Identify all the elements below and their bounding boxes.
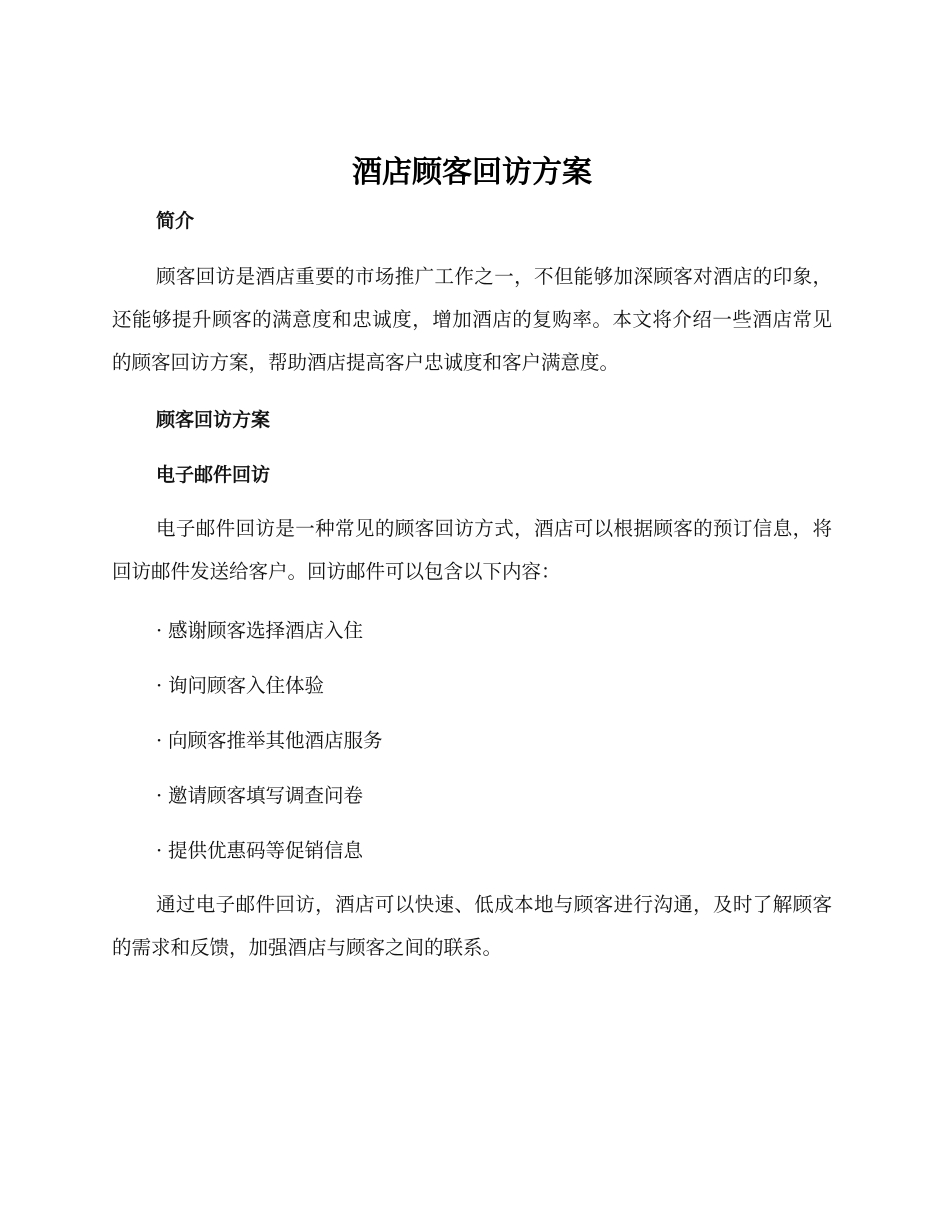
email-content-list	[112, 616, 832, 866]
list-item-text: 询问顾客入住体验	[168, 674, 325, 697]
list-item	[112, 616, 832, 646]
list-item-text: 邀请顾客填写调查问卷	[168, 784, 364, 807]
intro-heading: 简介	[156, 210, 195, 232]
list-item	[112, 671, 832, 701]
bullet-icon: ·	[156, 729, 163, 752]
email-paragraph: 电子邮件回访是一种常见的顾客回访方式，酒店可以根据顾客的预订信息，将回访邮件发送给客户。回访邮件可以包含以下内容：	[112, 517, 832, 583]
plan-heading: 顾客回访方案	[156, 409, 271, 431]
intro-paragraph: 顾客回访是酒店重要的市场推广工作之一，不但能够加深顾客对酒店的印象，还能够提升顾客的满意度和忠诚度，增加酒店的复购率。本文将介绍一些酒店常见的顾客回访方案，帮助酒店提高客户忠诚度和客户满意度。	[112, 265, 832, 374]
bullet-icon: ·	[156, 839, 163, 862]
closing-paragraph: 通过电子邮件回访，酒店可以快速、低成本地与顾客进行沟通，及时了解顾客的需求和反馈，加强酒店与顾客之间的联系。	[112, 893, 832, 959]
list-item	[112, 726, 832, 756]
list-item-text: 提供优惠码等促销信息	[168, 839, 364, 862]
bullet-icon: ·	[156, 784, 163, 807]
bullet-icon: ·	[156, 674, 163, 697]
document-title: 酒店顾客回访方案	[352, 155, 592, 190]
document-body	[112, 150, 832, 969]
email-heading: 电子邮件回访	[156, 464, 271, 486]
list-item	[112, 836, 832, 866]
bullet-icon: ·	[156, 619, 163, 642]
list-item	[112, 781, 832, 811]
list-item-text: 感谢顾客选择酒店入住	[168, 619, 364, 642]
list-item-text: 向顾客推举其他酒店服务	[168, 729, 383, 752]
